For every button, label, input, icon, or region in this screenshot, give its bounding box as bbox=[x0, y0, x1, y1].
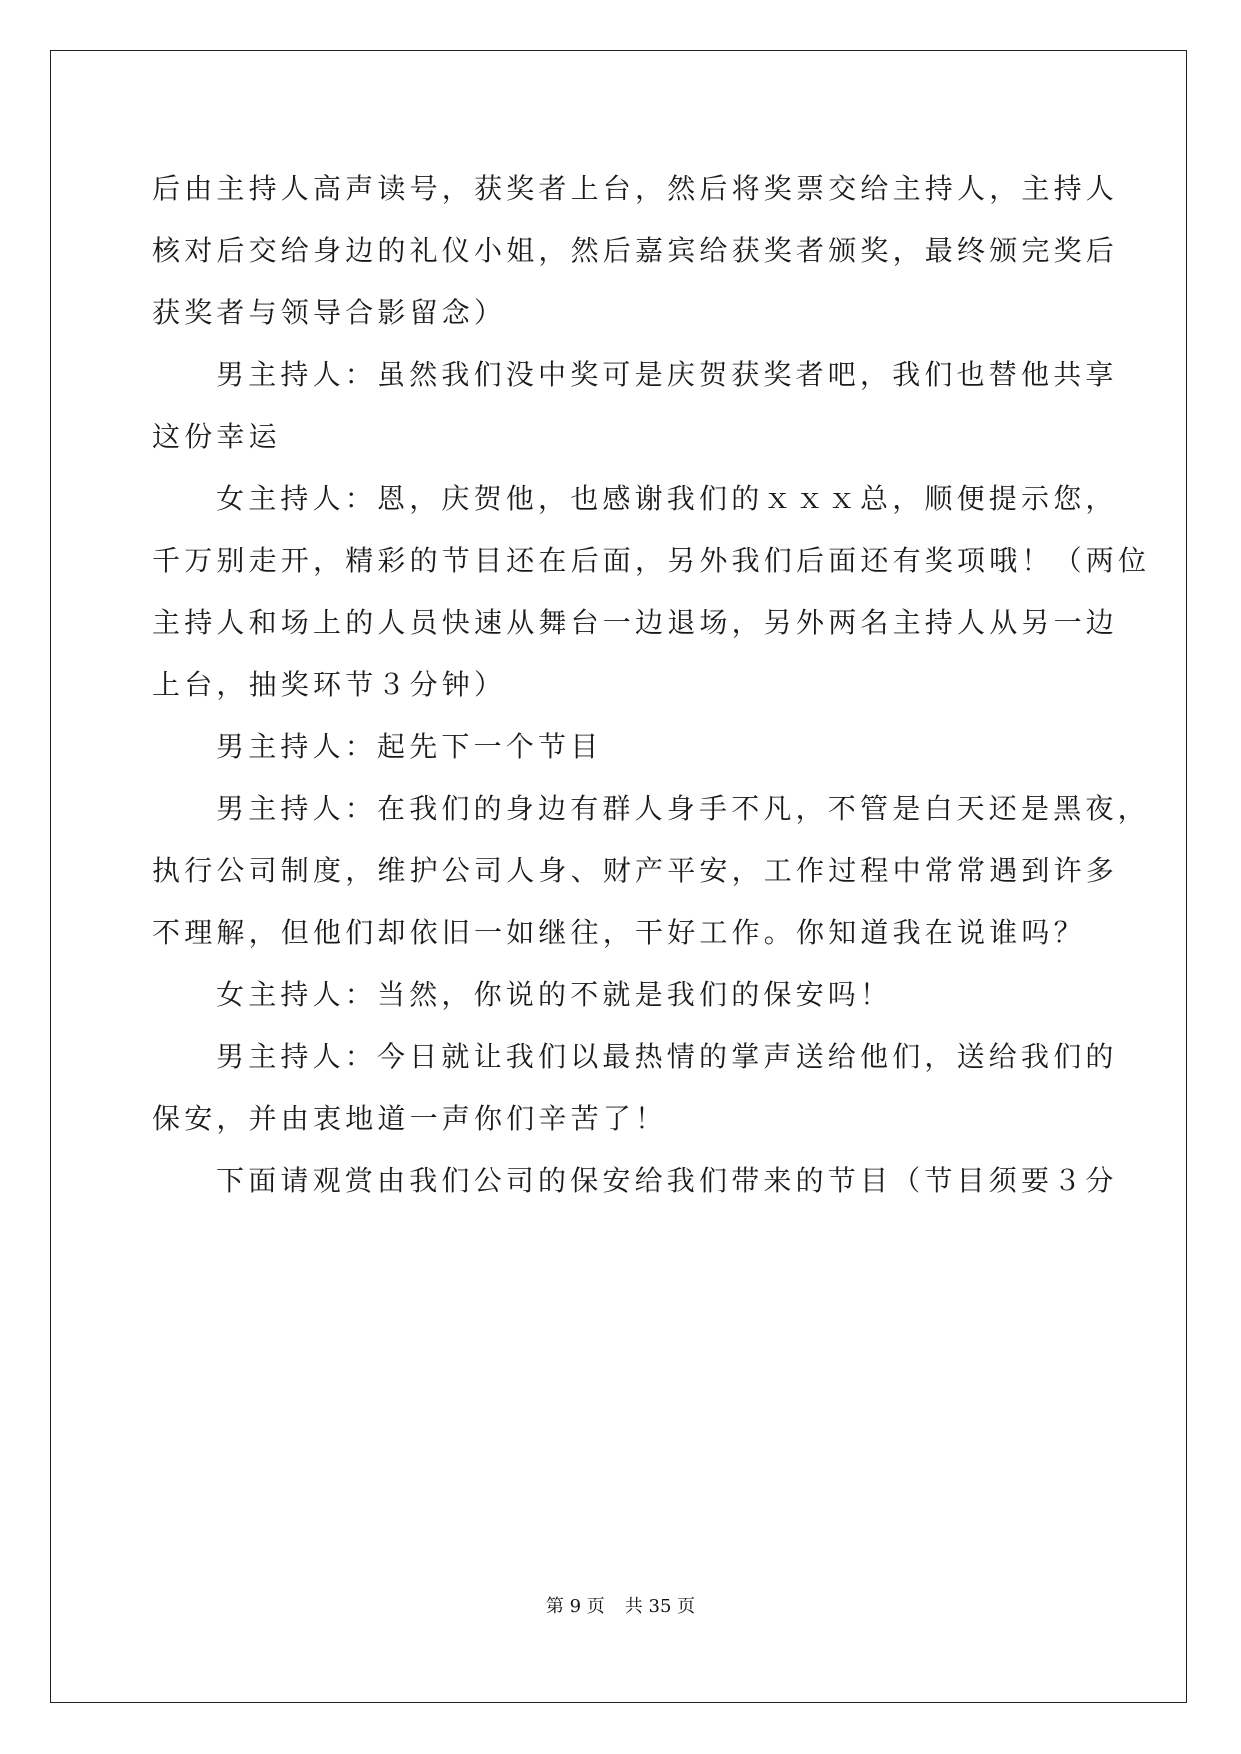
text-line-11: 男主持人：在我们的身边有群人身手不凡，不管是白天还是黑夜， bbox=[216, 792, 1150, 825]
text-line-8: 主持人和场上的人员快速从舞台一边退场，另外两名主持人从另一边 bbox=[152, 606, 1119, 639]
document-body bbox=[152, 158, 1151, 1212]
text-line-5: 这份幸运 bbox=[152, 420, 281, 453]
page-footer bbox=[0, 1592, 1241, 1618]
text-line-13: 不理解，但他们却依旧一如继往，干好工作。你知道我在说谁吗？ bbox=[152, 916, 1086, 949]
text-line-17: 下面请观赏由我们公司的保安给我们带来的节目（节目须要３分 bbox=[216, 1164, 1118, 1197]
text-line-4: 男主持人：虽然我们没中奖可是庆贺获奖者吧，我们也替他共享 bbox=[216, 358, 1118, 391]
text-line-3: 获奖者与领导合影留念） bbox=[152, 296, 507, 329]
text-line-9: 上台，抽奖环节３分钟） bbox=[152, 668, 507, 701]
page-number: 第 9 页 bbox=[545, 1596, 605, 1617]
text-line-6: 女主持人：恩，庆贺他，也感谢我们的ｘｘｘ总，顺便提示您， bbox=[216, 482, 1118, 515]
text-line-2: 核对后交给身边的礼仪小姐，然后嘉宾给获奖者颁奖，最终颁完奖后 bbox=[152, 234, 1119, 267]
text-line-16: 保安，并由衷地道一声你们辛苦了！ bbox=[152, 1102, 668, 1135]
text-line-14: 女主持人：当然，你说的不就是我们的保安吗！ bbox=[216, 978, 893, 1011]
text-line-1: 后由主持人高声读号，获奖者上台，然后将奖票交给主持人，主持人 bbox=[152, 172, 1119, 205]
text-line-10: 男主持人：起先下一个节目 bbox=[216, 730, 603, 763]
text-line-7: 千万别走开，精彩的节目还在后面，另外我们后面还有奖项哦！（两位 bbox=[152, 544, 1151, 577]
text-line-15: 男主持人：今日就让我们以最热情的掌声送给他们，送给我们的 bbox=[216, 1040, 1118, 1073]
page-total: 共 35 页 bbox=[624, 1596, 696, 1617]
text-line-12: 执行公司制度，维护公司人身、财产平安，工作过程中常常遇到许多 bbox=[152, 854, 1119, 887]
